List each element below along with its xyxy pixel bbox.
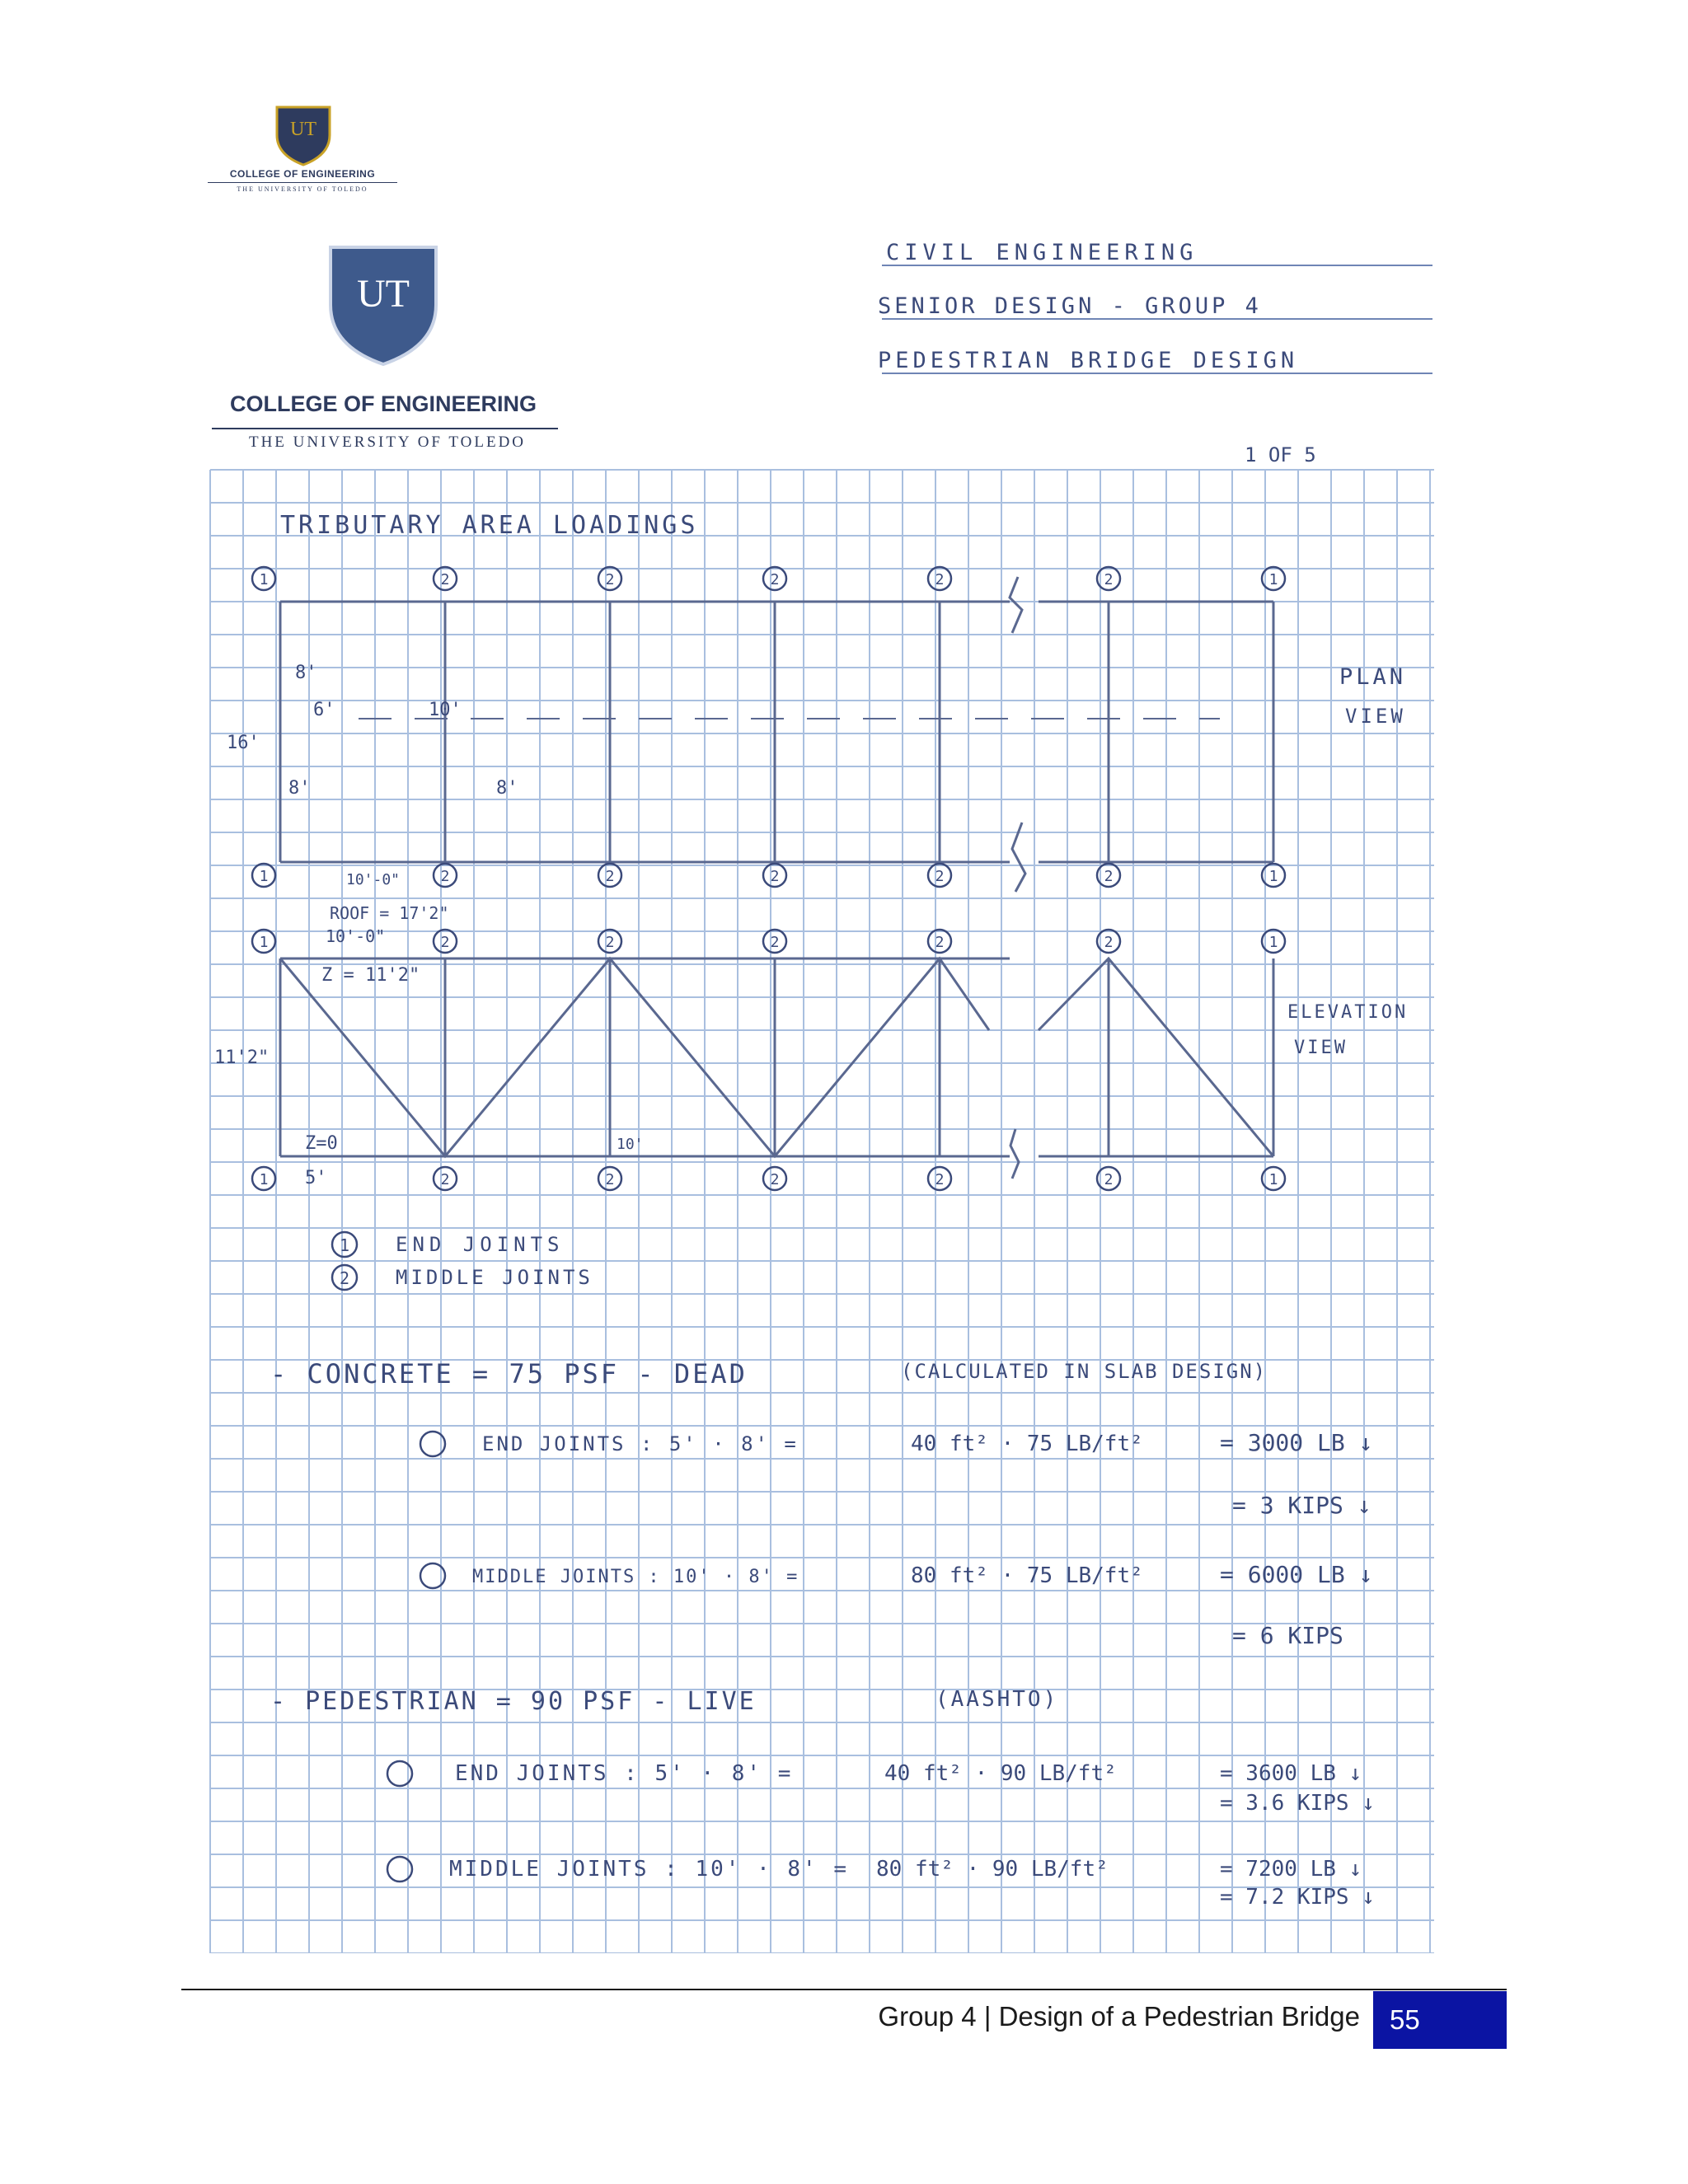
title-line-3: PEDESTRIAN BRIDGE DESIGN xyxy=(878,348,1299,373)
sheet-drawing xyxy=(198,223,1434,1953)
concrete-end-area: 40 ft² · 75 LB/ft² xyxy=(911,1432,1143,1456)
title-line-2: SENIOR DESIGN - GROUP 4 xyxy=(878,293,1262,319)
pedestrian-note: (AASHTO) xyxy=(935,1687,1059,1712)
joint-marker-label: 1 xyxy=(259,934,269,951)
graph-grid xyxy=(210,470,1434,1953)
legend-label-middle: MIDDLE JOINTS xyxy=(396,1266,593,1289)
joint-marker-label: 2 xyxy=(605,868,615,885)
joint-marker-label: 1 xyxy=(259,571,269,588)
plan-dim-upper: 8' xyxy=(295,663,317,683)
joint-marker-label: 2 xyxy=(935,1171,945,1188)
joint-marker-label: 2 xyxy=(770,868,780,885)
elevation-dims xyxy=(214,903,1408,1188)
logo-text: UT xyxy=(290,119,316,140)
plan-dim-total: 16' xyxy=(227,733,260,753)
sheet-logo-college: COLLEGE OF ENGINEERING xyxy=(229,391,537,416)
legend-marker-middle: 2 xyxy=(339,1268,350,1288)
concrete-middle-area: 80 ft² · 75 LB/ft² xyxy=(911,1563,1143,1588)
pedestrian-title: - PEDESTRIAN = 90 PSF - LIVE xyxy=(270,1687,757,1716)
joint-marker-label: 2 xyxy=(770,934,780,951)
plan-dim-lower: 8' xyxy=(288,778,311,799)
title-block xyxy=(878,240,1432,466)
joint-marker-label: 2 xyxy=(440,868,450,885)
concrete-end-label: END JOINTS : 5' · 8' = xyxy=(482,1432,799,1455)
concrete-middle-label: MIDDLE JOINTS : 10' · 8' = xyxy=(472,1567,799,1587)
joint-marker-label: 2 xyxy=(935,571,945,588)
pedestrian-middle-label: MIDDLE JOINTS : 10' · 8' = xyxy=(449,1857,849,1882)
elev-dim-end: 5' xyxy=(305,1168,327,1188)
header-college: COLLEGE OF ENGINEERING xyxy=(229,168,376,180)
pedestrian-end-area: 40 ft² · 90 LB/ft² xyxy=(884,1761,1117,1786)
joint-marker-label: 2 xyxy=(440,571,450,588)
elev-dim-roof: ROOF = 17'2" xyxy=(330,903,449,923)
pedestrian-end-label: END JOINTS : 5' · 8' = xyxy=(455,1761,794,1786)
elev-dim-top: 10'-0" xyxy=(326,926,386,946)
joint-marker-label: 2 xyxy=(605,934,615,951)
pedestrian-middle-area: 80 ft² · 90 LB/ft² xyxy=(876,1857,1109,1882)
footer-rule xyxy=(181,1989,1507,1990)
joint-marker-label: 2 xyxy=(605,571,615,588)
concrete-end-result-2: = 3 KIPS ↓ xyxy=(1232,1492,1372,1519)
concrete-middle-result-2: = 6 KIPS xyxy=(1232,1622,1343,1649)
page-count: 1 OF 5 xyxy=(1245,443,1316,466)
legend-marker-end: 1 xyxy=(339,1235,350,1255)
concrete-title: - CONCRETE = 75 PSF - DEAD xyxy=(270,1358,748,1390)
sheet-logo-text: UT xyxy=(357,272,410,316)
plan-dim-center: 10' xyxy=(429,700,462,720)
joint-marker-label: 2 xyxy=(605,1171,615,1188)
joint-marker-label: 2 xyxy=(1104,934,1114,951)
calculation-sheet xyxy=(198,223,1434,1953)
joint-marker-label: 2 xyxy=(770,1171,780,1188)
elev-dim-z-top: Z = 11'2" xyxy=(321,965,420,986)
elev-dim-height: 11'2" xyxy=(214,1047,270,1068)
plan-dim-mid: 6' xyxy=(313,700,335,720)
joint-marker-label: 1 xyxy=(1268,571,1278,588)
pedestrian-section xyxy=(270,1687,1375,1910)
joint-marker-label: 2 xyxy=(1104,868,1114,885)
joint-marker-label: 2 xyxy=(770,571,780,588)
sheet-logo xyxy=(198,239,569,453)
concrete-end-result-1: = 3000 LB ↓ xyxy=(1220,1429,1373,1456)
plan-label-1: PLAN xyxy=(1339,664,1407,690)
pedestrian-end-result-2: = 3.6 KIPS ↓ xyxy=(1220,1791,1375,1816)
pedestrian-end-result-1: = 3600 LB ↓ xyxy=(1220,1761,1362,1786)
concrete-middle-result-1: = 6000 LB ↓ xyxy=(1220,1561,1373,1588)
sheet-logo-rule xyxy=(212,428,558,429)
footer-text: Group 4 | Design of a Pedestrian Bridge xyxy=(878,2001,1360,2032)
shield-logo-icon xyxy=(274,102,333,168)
joint-marker-label: 1 xyxy=(1268,868,1278,885)
elev-dim-bottom: 10' xyxy=(617,1136,644,1153)
plan-label-2: VIEW xyxy=(1345,705,1406,728)
elev-label-1: ELEVATION xyxy=(1287,1002,1409,1023)
legend-label-end: END JOINTS xyxy=(396,1233,565,1256)
joint-marker-label: 1 xyxy=(1268,934,1278,951)
joint-marker-label: 2 xyxy=(935,934,945,951)
concrete-section xyxy=(270,1358,1372,1649)
pedestrian-middle-result-2: = 7.2 KIPS ↓ xyxy=(1220,1885,1375,1910)
joint-marker-label: 2 xyxy=(935,868,945,885)
concrete-note: (CALCULATED IN SLAB DESIGN) xyxy=(901,1360,1268,1383)
joint-marker-label: 2 xyxy=(1104,571,1114,588)
joint-marker-label: 2 xyxy=(440,934,450,951)
elevation-view xyxy=(280,958,1273,1179)
sheet-heading: TRIBUTARY AREA LOADINGS xyxy=(280,511,699,540)
page-number: 55 xyxy=(1373,1991,1507,2049)
joint-marker-label: 1 xyxy=(259,868,269,885)
pedestrian-middle-result-1: = 7200 LB ↓ xyxy=(1220,1857,1362,1882)
header-rule xyxy=(208,182,397,183)
joint-marker-label: 2 xyxy=(1104,1171,1114,1188)
joint-marker-label: 2 xyxy=(440,1171,450,1188)
joint-marker-label: 1 xyxy=(259,1171,269,1188)
title-line-1: CIVIL ENGINEERING xyxy=(886,240,1198,265)
plan-dim-bottom: 10'-0" xyxy=(346,871,401,888)
elev-dim-z-bottom: Z=0 xyxy=(305,1133,338,1154)
sheet-logo-university: THE UNIVERSITY OF TOLEDO xyxy=(248,434,527,451)
plan-dims xyxy=(227,663,1406,888)
shield-logo-large-icon xyxy=(326,239,441,371)
plan-dim-right: 8' xyxy=(496,778,518,799)
header-university: THE UNIVERSITY OF TOLEDO xyxy=(237,185,368,193)
elev-label-2: VIEW xyxy=(1294,1038,1348,1058)
joint-marker-label: 1 xyxy=(1268,1171,1278,1188)
